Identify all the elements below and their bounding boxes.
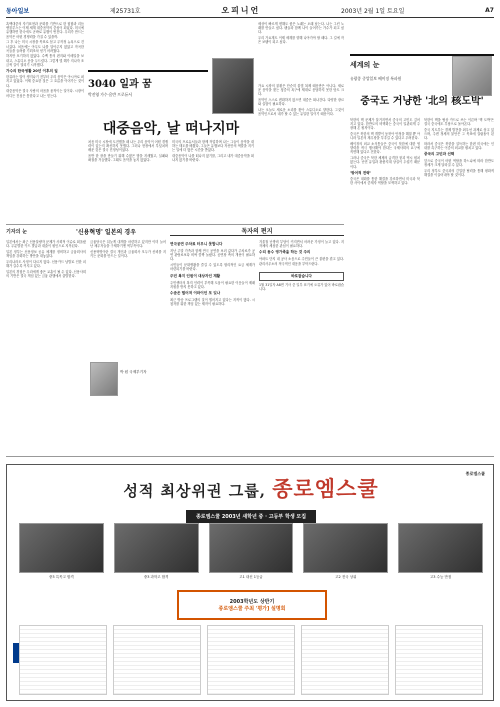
page-number: A7	[485, 7, 494, 14]
reporter-name: 박 원 국제부기자	[120, 370, 147, 374]
advertisement[interactable]	[6, 464, 494, 701]
reporter-col-headline: '신용혁명' 일본의 경우	[75, 229, 137, 236]
issue-date: 2003년 2월 1일 토요일	[341, 8, 405, 15]
article-column-5: 가요 시장의 불황은 단순히 불법 복제 때문만은 아니다. 새로운 음악을 찾는 청중의 욕구에 제대로 응답하지 못한 탓도 크다. 음악인 스스로 변화하지 않으면 대중은 떠나간다. 다양한 장르와 실험이 필요하다. 나는 오늘도 새로운 소리를 찾아 스튜디오로 향한다. 그것이 음악인으로서 내가 할 수 있는 유일한 일이기 때문이다.	[258, 84, 344, 117]
article-column-4: 세상이 빠르게 변해도 좋은 노래는 오래 남는다. 나는 그런 노래를 만들고 싶다. 팬들과 함께 나이 들어가는 가수가 되고 싶다. 우리 가요계도 이제 세계를 향해 나아가야 할 때다. 그 길에 작은 보탬이 되고 싶다.	[258, 22, 344, 45]
reporter-photo	[90, 362, 118, 396]
column-title-block	[88, 70, 208, 97]
reporter-col-label	[6, 228, 42, 235]
correspondent-photo	[452, 56, 492, 96]
branch-listing	[113, 625, 201, 695]
branch-listing	[301, 625, 389, 695]
reporter-article-col-2: 금융당국은 뒤늦게 대책을 마련하고 있지만 이미 늘어난 채무자들을 구제하기엔 역부족이다. 신용혁명이란 결국 개인과 금융회사 모두가 신뢰를 지키는 문화를 만드는 일이다.	[90, 240, 166, 259]
footer-strip	[6, 456, 494, 462]
ad-title: 성적 최상위권 그룹, 종로엠스쿨	[123, 476, 379, 501]
student-photo	[303, 523, 388, 573]
ad-subtitle: 종로엠스쿨 2003년 새학년 중 · 고등부 학생 모집	[186, 510, 316, 523]
reporter-col-title: 기자의 눈	[6, 229, 28, 235]
student-photo	[398, 523, 483, 573]
world-article-col-1: 북한의 핵 문제가 불거지면서 중국의 고민도 깊어지고 있다. 한반도의 비핵화는 중국이 일관되게 주장해 온 원칙이다. 중국은 북한의 핵 개발이 동북아 안정을 해칠 뿐 아니라 일본의 재무장을 부추길 수 있다고 우려한다. 베이징의 외교 소식통들은 중국이 북한에 대한 영향력을 적극 행사해야 한다는 국제사회의 요구에 직면해 있다고 전한다. 그러나 중국은 북한 체제의 급격한 붕괴 역시 원치 않는다. 난민 유입과 완충지대 상실이 두렵기 때문이다. '방어적 전략' 중국은 대화를 통한 해결을 강조하면서 미국과 북한 사이에서 중재자 역할을 모색하고 있다.	[350, 118, 420, 186]
world-article-col-2: 북한이 핵을 협상 카드로 쓰는 이른바 '핵 도박'은 결국 중국에도 부담으로 돌아온다. 중국 지도부는 경제 발전을 최우선 과제로 삼고 있으며, 주변 정세의 불안은 그 목표에 걸림돌이 된다. 따라서 중국은 북한을 설득하는 한편 미국에는 인내를 촉구하는 이중의 외교를 펼치고 있다. 중국의 고민과 선택 앞으로 중국이 어떤 역할을 하느냐에 따라 한반도 정세가 크게 달라질 수 있다. 우리 정부도 중국과의 긴밀한 협력을 통해 평화적 해결을 이끌어내야 할 것이다.	[424, 118, 494, 177]
letter-headline: 수리 동수 영가족을 하는 것 주의	[259, 250, 311, 255]
column-headline: 대중음악, 날 떠나지마	[102, 121, 240, 137]
page-header	[6, 6, 494, 18]
branch-listing	[19, 625, 107, 695]
correction-title: 바로잡습니다	[259, 272, 344, 281]
column-byline: 박진영 가수·음반 프로듀서	[88, 92, 132, 97]
world-column-byline: 유광종 중앙일보 베이징 특파원	[350, 76, 402, 81]
section-divider	[6, 224, 344, 225]
reporter-article-col-1: 일본에서는 최근 신용불량자 문제가 사회적 이슈로 떠올랐다. 무분별한 카드 발급과 대출이 원인으로 지목된다. 일본 정부는 신용정보 공유 체계를 정비하고 금융회사의 책임을 강화하는 방안을 내놓았다. 우리나라도 사정이 다르지 않다. 신용카드 남발로 인한 피해가 갈수록 커지고 있다. 일본의 경험은 우리에게 좋은 교훈이 될 수 있다. 신용사회의 기반은 결국 책임 있는 금융 관행에서 출발한다.	[6, 240, 86, 278]
article-column-1: 흑백대중의 자기표현과 문화를 기반으로 한 힙합과 리듬앤블루스는 이제 세계 대중음악의 중심이 되었다. 미국에 유행하면 한국에도 곧바로 유행이 번진다. 우리가 만드는 음악은 어떤 경쟁력을 가질 수 있을까. 그 후 나는 미국 시장을 목표로 삼고 무작정 뉴욕으로 건너갔다. 처음에는 아무도 나를 알아주지 않았고 작곡한 곡들을 들려줄 기회조차 얻기 어려웠다. 하지만 포기하지 않았다. 수백 통의 편지와 이메일을 보내고, 스튜디오 문을 두드렸다. 그렇게 몇 해가 지나자 조금씩 길이 열리기 시작했다. 가수의 한국생활 20년 이후의 일 한류라는 말이 생겨나기 전부터 우리 음악은 아시아로 퍼지고 있었다. 이제 중요한 것은 그 흐름을 이어가는 것이다. 대중음악은 결국 사람의 마음을 움직이는 일이다. 시장이 어디든 진심은 통한다고 나는 믿는다.	[6, 22, 84, 98]
ad-branch-listings	[19, 625, 483, 695]
ad-logo: 종로엠스쿨	[465, 471, 485, 476]
branch-listing	[207, 625, 295, 695]
article-column-2: 처음 미국 시장에 도전했을 때 나는 우리 음악이 어떤 경쟁력이 있는지 확신하지 못했다. 그러나 현장에서 부딪치며 배운 것은 결국 진정성이었다. 음반 한 장을 만들기 위해 수많은 밤을 지새웠고, 실패와 좌절을 거듭했다. 그래도 음악을 놓지 않았다.	[88, 140, 168, 163]
article-subhead: 가수의 한국생활 20년 이후의 일	[6, 69, 58, 74]
student-photo	[19, 523, 104, 573]
letter-headline: 수준은 떨어져 이라이언 모 잊나	[170, 290, 221, 295]
student-photo	[114, 523, 199, 573]
article-column-3: 미국의 프로듀서들과 함께 작업하며 나는 그들이 음악을 대하는 태도를 배웠다. 그들은 유행보다 자신만의 색깔을 지키는 일에 더 많은 시간을 쏟았다. 대중음악이 나를 떠나지 않기를, 그리고 내가 대중음악을 떠나지 않기를 바란다.	[172, 140, 255, 163]
letter-headline: 연극공연 주차료 터무니 못합니다	[170, 242, 223, 246]
ad-captions: 중3 특목고 합격 중3 과학고 합격 고1 내신 1등급 고2 전국 상위 고3 수능 만점	[49, 575, 452, 579]
letters-title: 독자의 편지	[170, 226, 344, 236]
world-column-title: 세계의 눈	[350, 61, 380, 69]
ad-event-banner[interactable]: 2003학년도 상반기 종로엠스쿨 주최 '평가] 설명회	[177, 590, 327, 620]
columnist-photo	[212, 58, 254, 114]
edition-number: 제25731호	[109, 8, 141, 15]
letters-section: 독자의 편지 연극공연 주차료 터무니 못합니다 지난 주말 가족과 함께 연극 공연을 보러 갔다가 주차료가 공연 관람료보다 비싸 깜짝 놀랐다. 공연장 측의 개선이 필요하다. 시민들이 문화생활을 즐길 수 있도록 합리적인 요금 체계가 마련되기를 바란다. 주민 복지 인원이 대상자인 재활 주민센터의 복지 인력이 부족해 도움이 필요한 이웃들이 제때 지원을 받지 못하고 있다. 수준은 떨어져 이라이언 모 잊나 최근 방송 프로그램의 질이 떨어지고 있다는 지적이 많다. 시청자를 위한 책임 있는 제작이 필요하다. 겨울철 난방비 부담이 커지면서 어려운 가정이 늘고 있다. 지자체의 세심한 관심이 필요하다. 수리 동수 영가족을 하는 것 주의 아파트 단지 내 공사 소음으로 주민들이 큰 불편을 겪고 있다. 관리사무소의 적극적인 대응을 부탁드린다. 바로잡습니다 1월 31일자 A8면 기사 중 일부 표기에 오류가 있어 바로잡습니다.	[170, 228, 344, 307]
newspaper-name: 동아일보	[6, 8, 30, 15]
branch-listing	[395, 625, 483, 695]
ad-student-photos	[19, 523, 483, 573]
world-column-headline: 중국도 거냥한 '北의 核도박'	[360, 96, 484, 107]
section-title: 오피니언	[221, 6, 261, 15]
letter-headline: 주민 복지 인원이 대상자인 재활	[170, 273, 221, 278]
column-title: 3040 일과 꿈	[88, 79, 152, 90]
student-photo	[209, 523, 294, 573]
